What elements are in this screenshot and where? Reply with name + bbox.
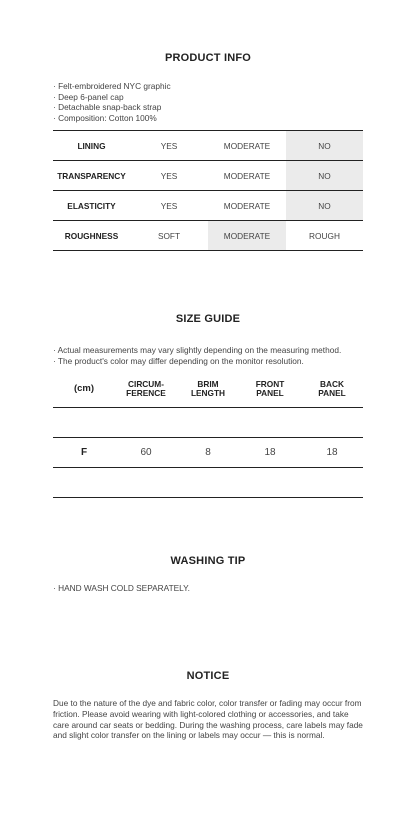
size-guide-notes [53, 345, 341, 366]
size-value: 18 [239, 438, 301, 468]
info-row-label: LINING [53, 131, 130, 161]
size-value: 18 [301, 438, 363, 468]
unit-header: (cm) [53, 371, 115, 408]
product-info-title: PRODUCT INFO [164, 52, 252, 64]
info-option-selected: NO [286, 131, 363, 161]
size-label [53, 468, 115, 498]
size-value [177, 468, 239, 498]
size-row [53, 408, 363, 438]
size-value: 8 [177, 438, 239, 468]
note-item: · Actual measurements may vary slightly depending on the measuring method. [53, 345, 341, 356]
info-row-elasticity [53, 191, 363, 221]
info-option: MODERATE [208, 131, 286, 161]
info-option: YES [130, 131, 208, 161]
size-value [239, 468, 301, 498]
info-option: MODERATE [208, 161, 286, 191]
washing-tip-title: WASHING TIP [170, 555, 246, 567]
notice-text: Due to the nature of the dye and fabric color, color transfer or fading may occur from friction. Please avoid wearing with light-colored clothing or accessories, and take care around car seats or bedding. During the washing process, care labels may fade and slight color transfer on the lining or labels may occur — this is normal. [53, 698, 363, 741]
product-info-bullets [53, 81, 171, 123]
size-value [177, 408, 239, 438]
info-row-transparency [53, 161, 363, 191]
product-info-table [53, 130, 363, 251]
info-row-lining [53, 131, 363, 161]
bullet-item: · Composition: Cotton 100% [53, 113, 171, 124]
size-value [115, 408, 177, 438]
size-value [239, 408, 301, 438]
size-value [301, 408, 363, 438]
info-option-selected: MODERATE [208, 221, 286, 251]
size-guide-title: SIZE GUIDE [175, 313, 241, 325]
bullet-item: · Deep 6-panel cap [53, 92, 171, 103]
info-option: ROUGH [286, 221, 363, 251]
info-row-label: ELASTICITY [53, 191, 130, 221]
size-guide-table [53, 371, 363, 498]
info-option: SOFT [130, 221, 208, 251]
header-back-panel: BACK PANEL [301, 371, 363, 408]
header-circumference: CIRCUM- FERENCE [115, 371, 177, 408]
size-row [53, 438, 363, 468]
note-item: · The product's color may differ depending on the monitor resolution. [53, 356, 341, 367]
washing-tip-bullets [53, 583, 190, 594]
info-row-label: ROUGHNESS [53, 221, 130, 251]
header-brim-length: BRIM LENGTH [177, 371, 239, 408]
size-value: 60 [115, 438, 177, 468]
info-option: YES [130, 161, 208, 191]
size-label: F [53, 438, 115, 468]
bullet-item: · Felt-embroidered NYC graphic [53, 81, 171, 92]
info-option: MODERATE [208, 191, 286, 221]
size-value [115, 468, 177, 498]
size-row [53, 468, 363, 498]
info-row-label: TRANSPARENCY [53, 161, 130, 191]
header-front-panel: FRONT PANEL [239, 371, 301, 408]
info-option-selected: NO [286, 161, 363, 191]
bullet-item: · HAND WASH COLD SEPARATELY. [53, 583, 190, 594]
info-row-roughness [53, 221, 363, 251]
size-label [53, 408, 115, 438]
info-option-selected: NO [286, 191, 363, 221]
bullet-item: · Detachable snap-back strap [53, 102, 171, 113]
notice-title: NOTICE [186, 670, 230, 682]
info-option: YES [130, 191, 208, 221]
size-value [301, 468, 363, 498]
